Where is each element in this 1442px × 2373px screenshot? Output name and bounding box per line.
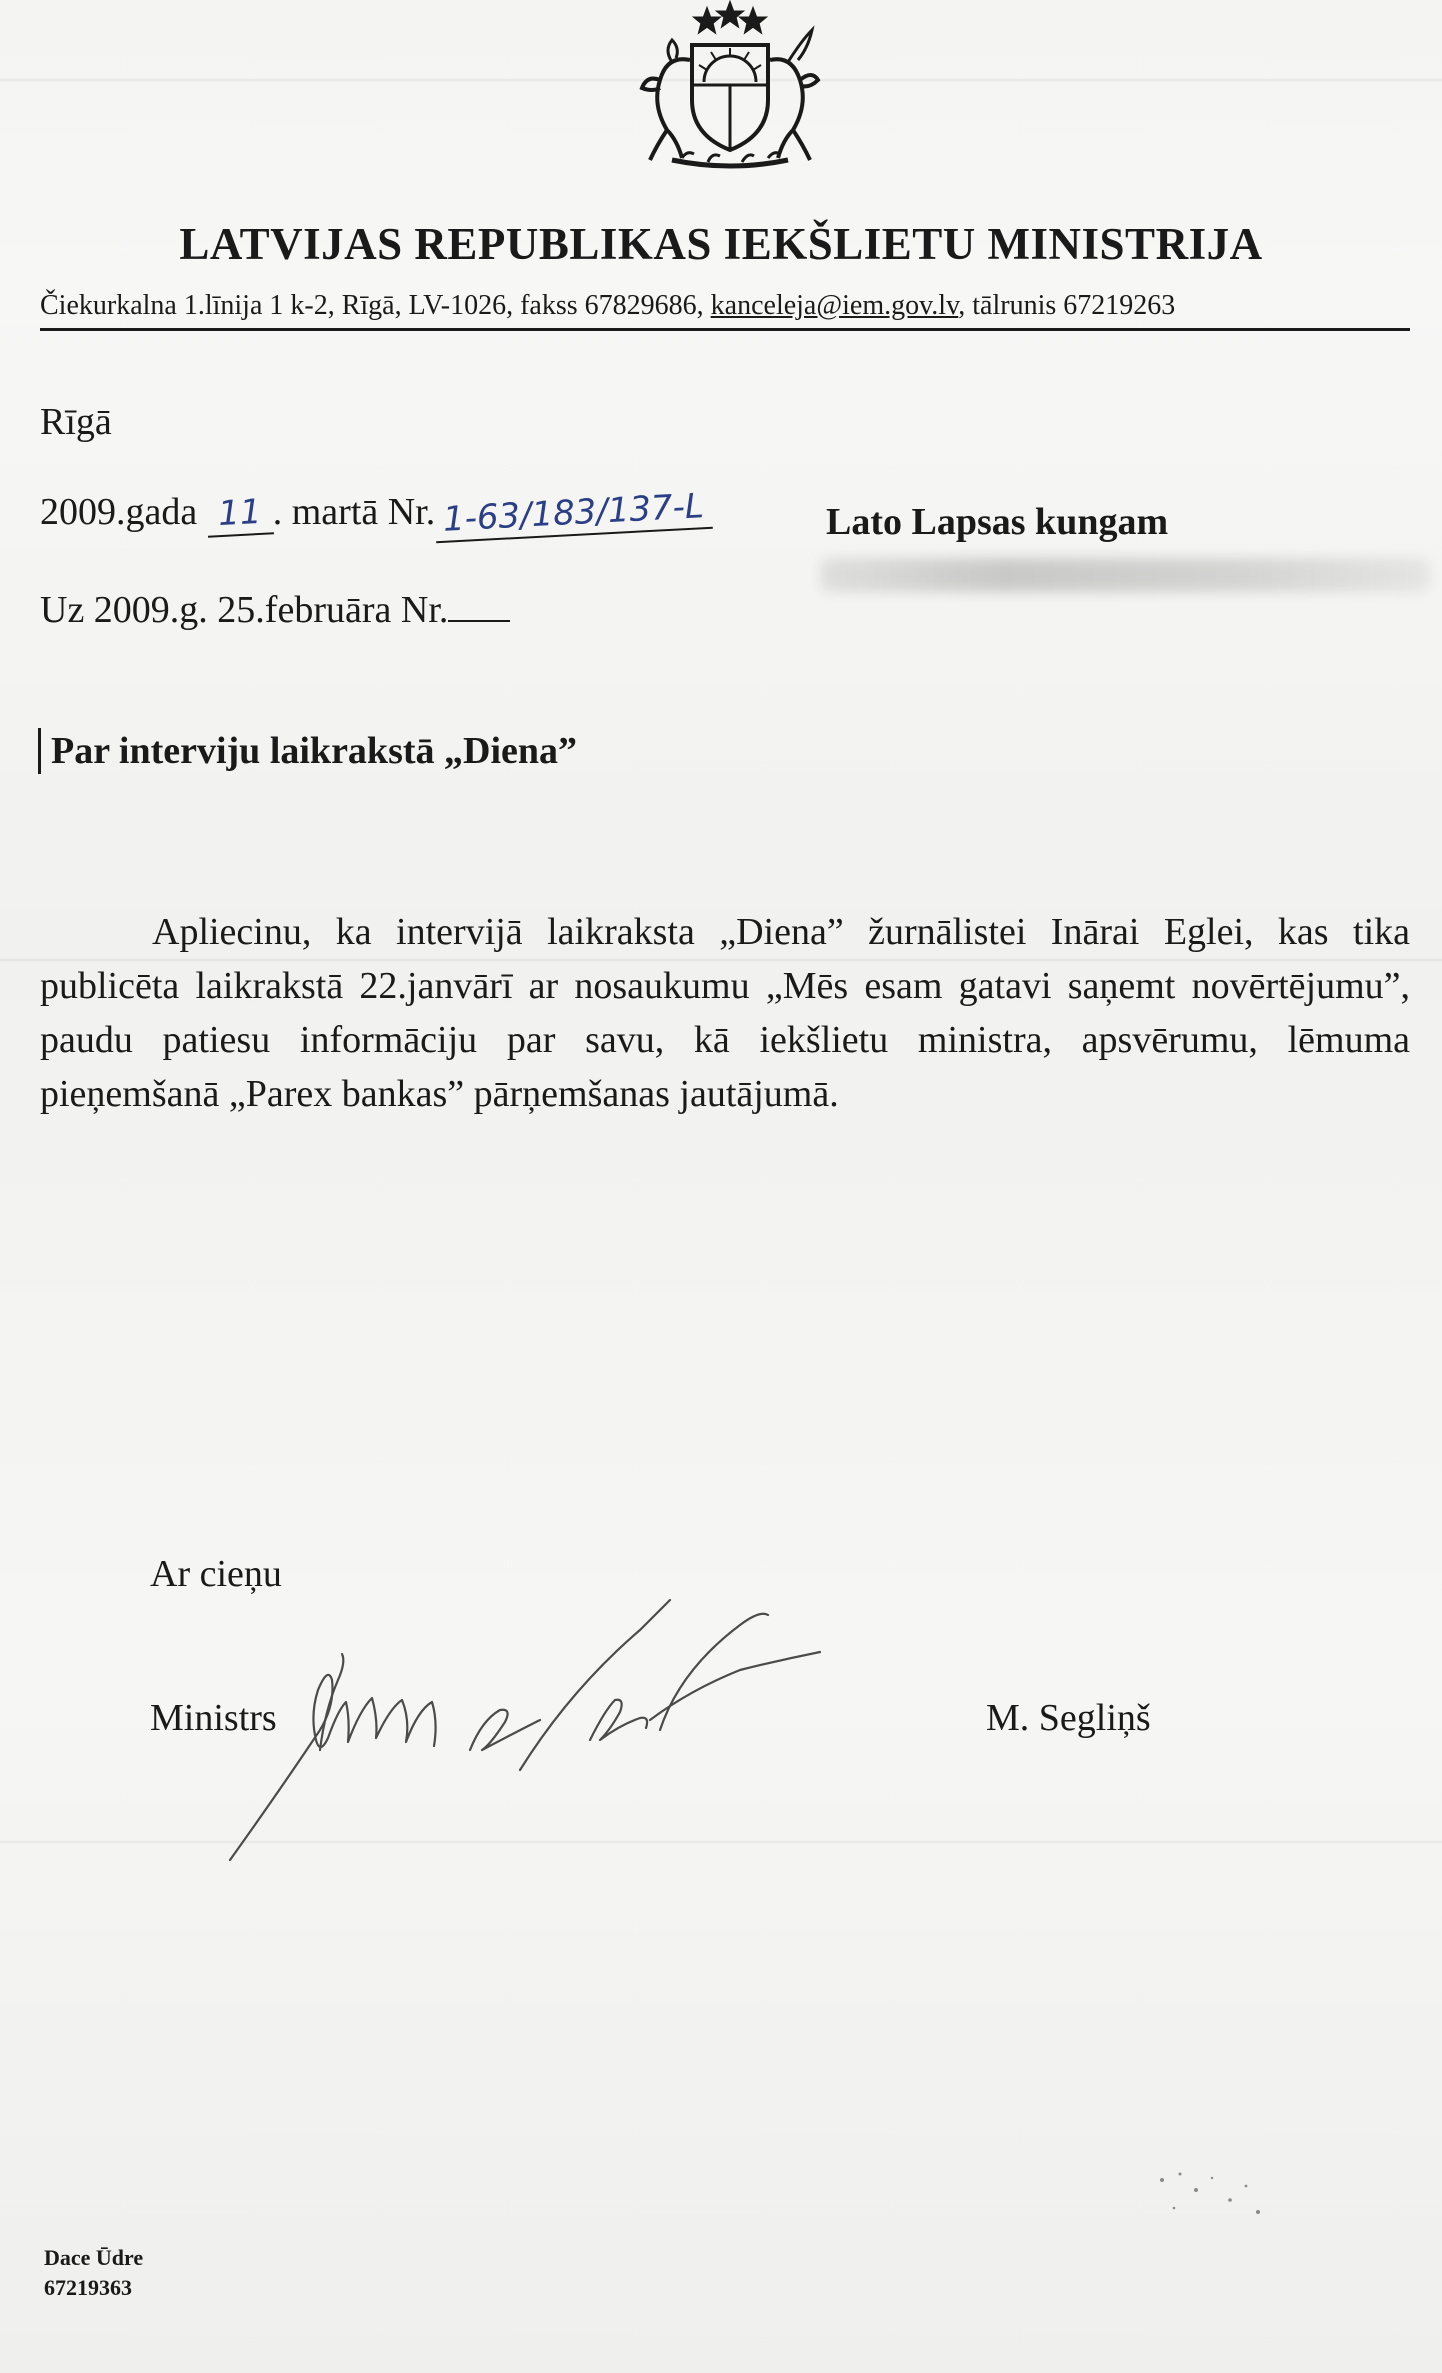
reply-reference-text: Uz 2009.g. 25.februāra Nr.	[40, 589, 449, 631]
place-line: Rīgā	[40, 401, 112, 443]
date-day-handwritten: 11	[206, 494, 274, 537]
email-link[interactable]: kanceleja@iem.gov.lv	[710, 290, 959, 321]
closing-salutation: Ar cieņu	[150, 1553, 282, 1595]
date-line	[40, 486, 712, 540]
redacted-address	[820, 558, 1430, 592]
phone-text: , tālrunis 67219263	[958, 290, 1176, 321]
letterhead-contact-line	[40, 290, 1410, 331]
author-phone: 67219363	[44, 2275, 132, 2300]
address-text: Čiekurkalna 1.līnija 1 k-2, Rīgā, LV-1026, fakss 67829686,	[40, 290, 704, 321]
signatory-title: Ministrs	[150, 1697, 277, 1739]
paper-specks	[1150, 2160, 1270, 2240]
subject-line: Par interviju laikrakstā „Diena”	[38, 728, 577, 774]
letter-body: Apliecinu, ka intervijā laikraksta „Diena” žurnālistei Inārai Eglei, kas tika publicēta laikrakstā 22.janvārī ar nosaukumu „Mēs esam gatavi saņemt novērtējumu”, paudu patiesu informāciju par savu, kā iekšlietu ministra, apsvērumu, lēmuma pieņemšanā „Parex bankas” pārņemšanas jautājumā.	[40, 911, 1410, 1115]
recipient-name: Lato Lapsas kungam	[826, 501, 1169, 543]
date-prefix: 2009.gada	[40, 491, 198, 533]
reply-number-blank	[448, 590, 510, 622]
document-number-handwritten: 1-63/183/137-L	[434, 489, 713, 543]
author-name: Dace Ūdre	[44, 2245, 144, 2270]
reply-reference-line	[40, 588, 510, 632]
coat-of-arms-icon	[612, 0, 842, 170]
signatory-name: M. Segliņš	[986, 1697, 1151, 1739]
date-month: . martā Nr.	[272, 491, 436, 533]
ministry-title: LATVIJAS REPUBLIKAS IEKŠLIETU MINISTRIJA	[179, 219, 1263, 269]
signature-icon	[220, 1570, 900, 1870]
